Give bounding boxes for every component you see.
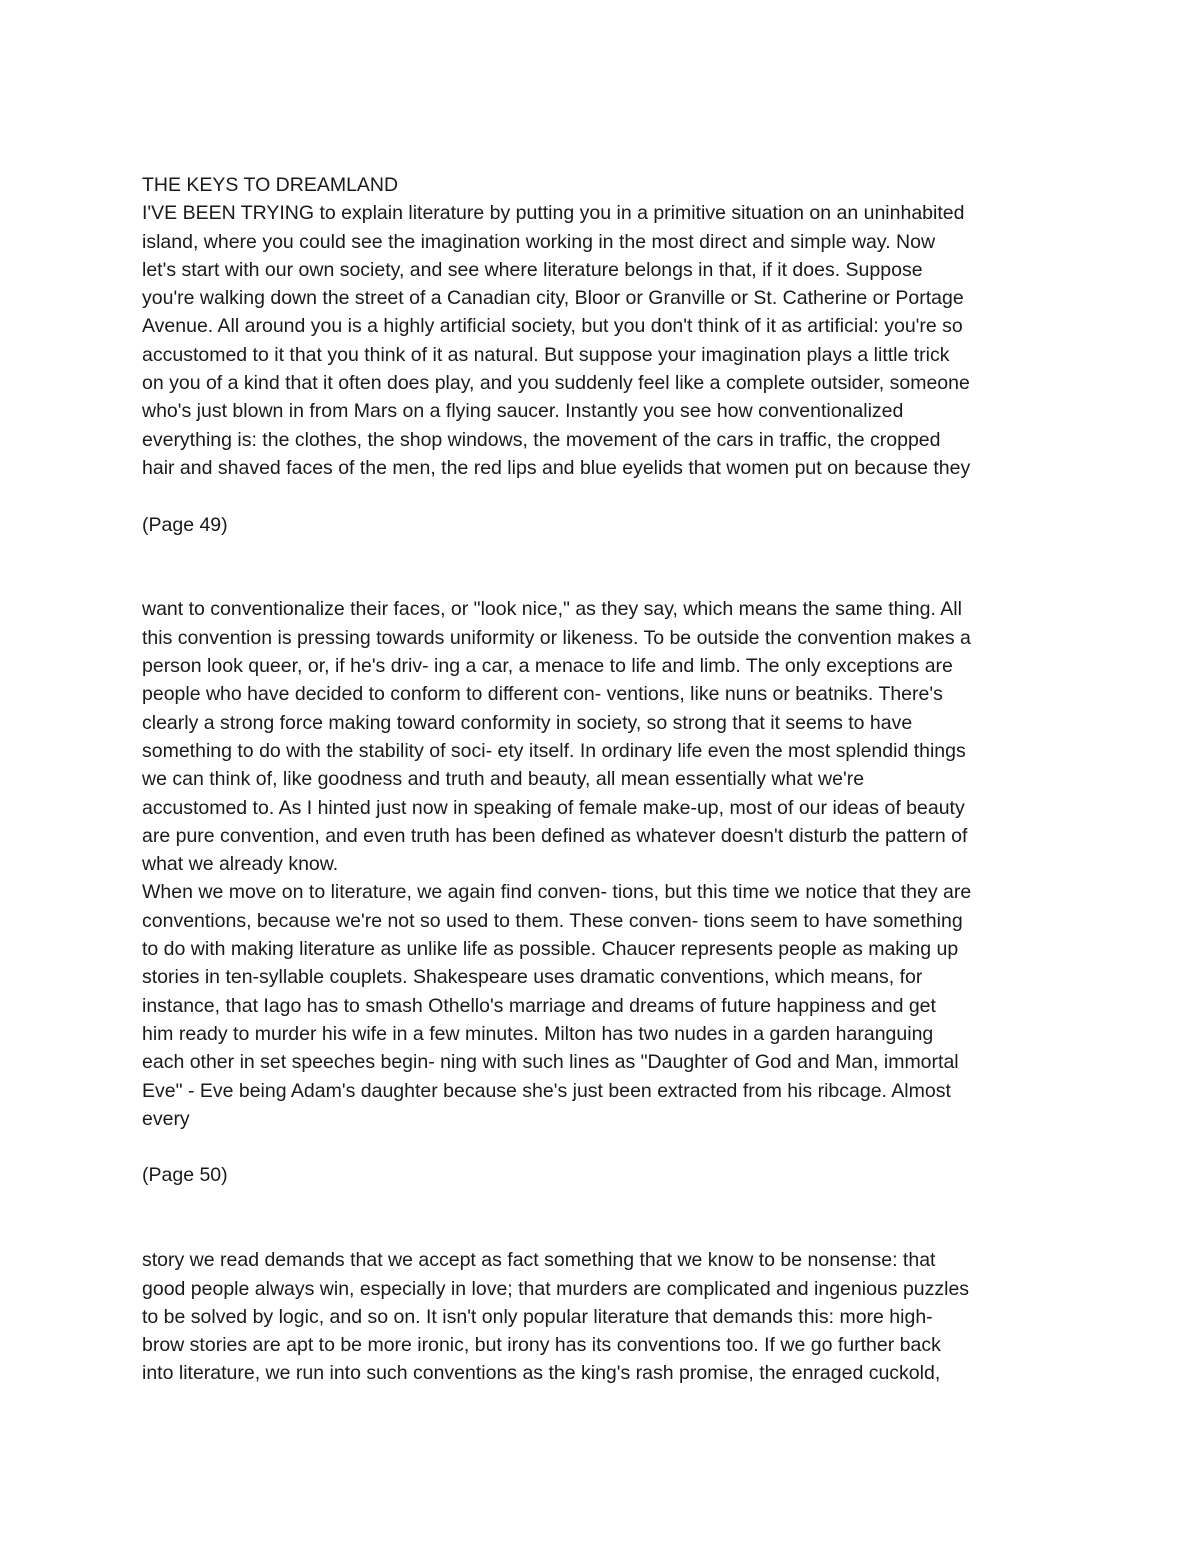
text-line: clearly a strong force making toward conformity in society, so strong that it seems to have	[142, 711, 913, 734]
text-line: conventions, because we're not so used to them. These conven- tions seem to have something	[142, 909, 963, 932]
text-line: good people always win, especially in love; that murders are complicated and ingenious puzzles	[142, 1277, 970, 1300]
blank-line	[142, 482, 1072, 510]
blank-line	[142, 1190, 1072, 1247]
text-line: people who have decided to conform to different con- ventions, like nuns or beatniks. There's	[142, 683, 943, 706]
text-line: on you of a kind that it often does play, and you suddenly feel like a complete outsider, someone	[142, 372, 970, 395]
text-line: When we move on to literature, we again find conven- tions, but this time we notice that they are	[142, 881, 972, 904]
text-line: accustomed to it that you think of it as natural. But suppose your imagination plays a little trick	[142, 343, 950, 366]
document-title: THE KEYS TO DREAMLAND	[142, 174, 399, 196]
text-line: to do with making literature as unlike life as possible. Chaucer represents people as making up	[142, 938, 959, 961]
text-line: this convention is pressing towards uniformity or likeness. To be outside the convention makes a	[142, 626, 971, 649]
blank-line	[142, 539, 1072, 596]
text-line: what we already know.	[142, 853, 339, 876]
text-line: we can think of, like goodness and truth and beauty, all mean essentially what we're	[142, 768, 865, 791]
text-line: Eve" - Eve being Adam's daughter because she's just been extracted from his ribcage. Almost	[142, 1079, 951, 1102]
text-line: everything is: the clothes, the shop windows, the movement of the cars in traffic, the cropped	[142, 428, 941, 451]
text-line: island, where you could see the imagination working in the most direct and simple way. Now	[142, 230, 936, 253]
text-line: him ready to murder his wife in a few minutes. Milton has two nudes in a garden haranguing	[142, 1022, 934, 1045]
text-line: hair and shaved faces of the men, the red lips and blue eyelids that women put on because they	[142, 456, 971, 479]
text-line: want to conventionalize their faces, or "look nice," as they say, which means the same thing. All	[142, 598, 962, 621]
text-line: who's just blown in from Mars on a flying saucer. Instantly you see how conventionalized	[142, 400, 904, 423]
text-block-2	[142, 595, 1072, 1133]
text-line: to be solved by logic, and so on. It isn't only popular literature that demands this: more high-	[142, 1305, 933, 1328]
text-line: accustomed to. As I hinted just now in speaking of female make-up, most of our ideas of beauty	[142, 796, 965, 819]
text-line: are pure convention, and even truth has been defined as whatever doesn't disturb the pattern of	[142, 824, 968, 847]
text-line: instance, that Iago has to smash Othello's marriage and dreams of future happiness and get	[142, 994, 936, 1017]
text-block-3	[142, 1246, 1072, 1387]
page-marker-50: (Page 50)	[142, 1164, 228, 1187]
text-line: person look queer, or, if he's driv- ing a car, a menace to life and limb. The only exceptions are	[142, 655, 953, 678]
text-line: story we read demands that we accept as fact something that we know to be nonsense: that	[142, 1249, 936, 1272]
text-line: each other in set speeches begin- ning with such lines as "Daughter of God and Man, immortal	[142, 1051, 959, 1074]
text-block-1	[142, 199, 1072, 482]
page-marker-49: (Page 49)	[142, 513, 228, 536]
text-line: you're walking down the street of a Canadian city, Bloor or Granville or St. Catherine or Portage	[142, 287, 964, 310]
text-line: stories in ten-syllable couplets. Shakespeare uses dramatic conventions, which means, for	[142, 966, 923, 989]
document-page	[142, 171, 1072, 1388]
text-line: something to do with the stability of soci- ety itself. In ordinary life even the most splendid things	[142, 739, 966, 762]
text-line: into literature, we run into such conventions as the king's rash promise, the enraged cuckold,	[142, 1362, 941, 1385]
text-line: I'VE BEEN TRYING to explain literature by putting you in a primitive situation on an uninhabited	[142, 202, 965, 225]
blank-line	[142, 1133, 1072, 1161]
text-line: brow stories are apt to be more ironic, but irony has its conventions too. If we go further back	[142, 1334, 941, 1357]
text-line: every	[142, 1107, 190, 1130]
text-line: Avenue. All around you is a highly artificial society, but you don't think of it as artificial: you're so	[142, 315, 963, 338]
text-line: let's start with our own society, and see where literature belongs in that, if it does. Suppose	[142, 258, 923, 281]
